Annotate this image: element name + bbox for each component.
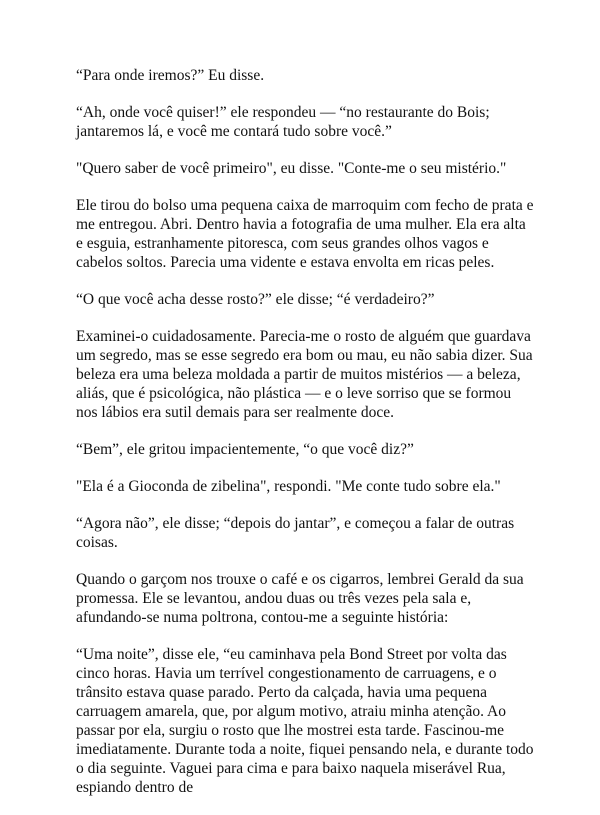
paragraph: "Quero saber de você primeiro", eu disse. "Conte-me o seu mistério." — [76, 160, 507, 177]
paragraph: Examinei-o cuidadosamente. Parecia-me o rosto de alguém que guardava um segredo, mas se esse segredo era bom ou mau, eu não sabia dizer. Sua beleza era uma beleza moldada a partir de muitos mistérios — a beleza, aliás, que é psicológica, não plástica — e o leve sorriso que se formou nos lábios era sutil demais para ser realmente doce. — [76, 328, 533, 421]
document-body — [76, 66, 536, 815]
paragraph: “Ah, onde você quiser!” ele respondeu — “no restaurante do Bois; jantaremos lá, e você me contará tudo sobre você.” — [76, 104, 490, 140]
paragraph: Quando o garçom nos trouxe o café e os cigarros, lembrei Gerald da sua promessa. Ele se levantou, andou duas ou três vezes pela sala e, afundando-se numa poltrona, contou-me a seguinte história: — [76, 571, 524, 626]
paragraph: “O que você acha desse rosto?” ele disse; “é verdadeiro?” — [76, 291, 435, 308]
paragraph: “Para onde iremos?” Eu disse. — [76, 67, 265, 84]
paragraph: “Agora não”, ele disse; “depois do jantar”, e começou a falar de outras coisas. — [76, 515, 515, 551]
paragraph: “Bem”, ele gritou impacientemente, “o que você diz?” — [76, 441, 414, 458]
paragraph: "Ela é a Gioconda de zibelina", respondi. "Me conte tudo sobre ela." — [76, 478, 501, 495]
paragraph: “Uma noite”, disse ele, “eu caminhava pela Bond Street por volta das cinco horas. Havia um terrível congestionamento de carruagens, e o trânsito estava quase parado. Perto da calçada, havia uma pequena carruagem amarela, que, por algum motivo, atraiu minha atenção. Ao passar por ela, surgiu o rosto que lhe mostrei esta tarde. Fascinou-me imediatamente. Durante toda a noite, fiquei pensando nela, e durante todo o dia seguinte. Vaguei para cima e para baixo naquela miserável Rua, espiando dentro de — [76, 646, 534, 796]
paragraph: Ele tirou do bolso uma pequena caixa de marroquim com fecho de prata e me entregou. Abri. Dentro havia a fotografia de uma mulher. Ela era alta e esguia, estranhamente pitoresca, com seus grandes olhos vagos e cabelos soltos. Parecia uma vidente e estava envolta em ricas peles. — [76, 197, 534, 271]
